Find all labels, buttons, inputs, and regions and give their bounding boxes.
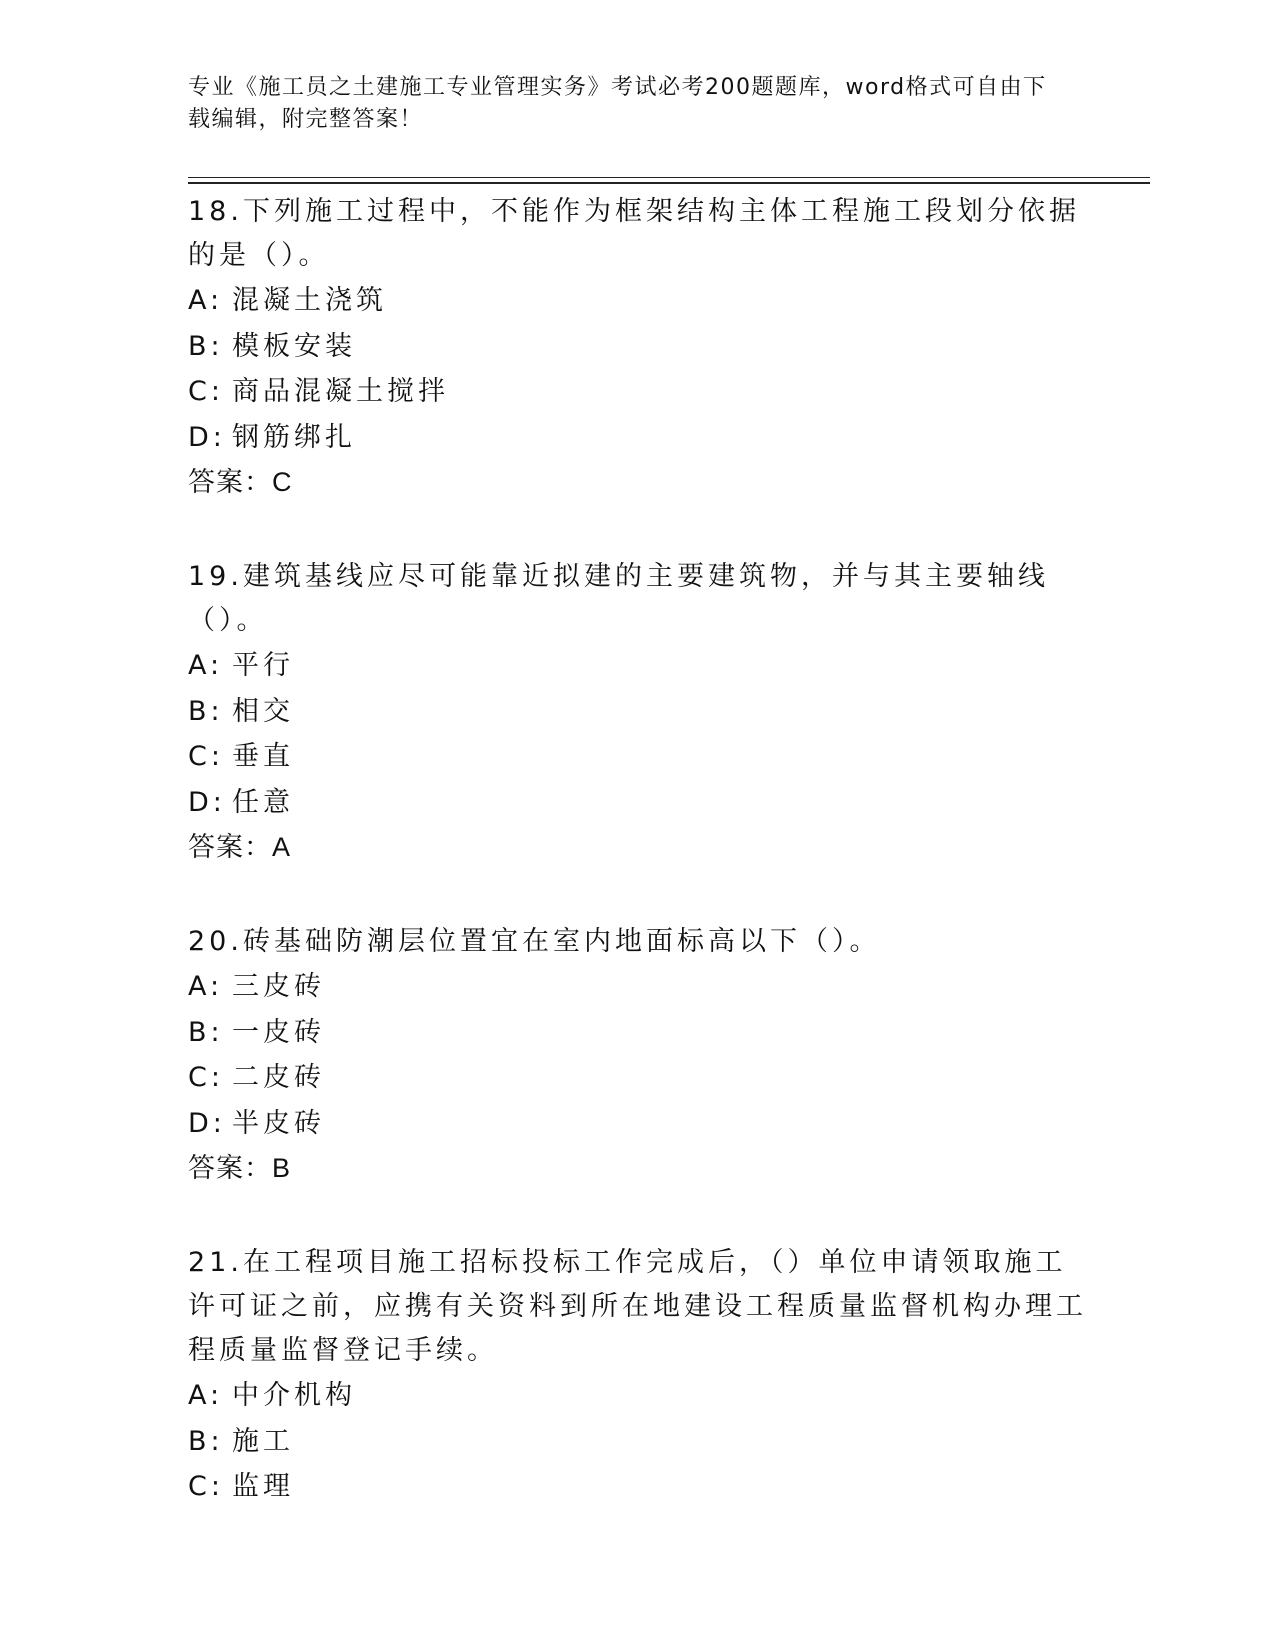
option-text: 中介机构	[232, 1380, 356, 1411]
option-letter: A:	[188, 1380, 224, 1411]
question-text: 18.下列施工过程中，不能作为框架结构主体工程施工段划分依据的是（）。	[188, 196, 1080, 271]
option-list	[188, 643, 1088, 825]
question-text: 19.建筑基线应尽可能靠近拟建的主要建筑物，并与其主要轴线（）。	[188, 561, 1049, 636]
option-letter: B:	[188, 1016, 224, 1048]
option-text: 一皮砖	[232, 1016, 325, 1048]
answer-line: 答案：C	[188, 467, 293, 497]
option-text: 三皮砖	[232, 971, 325, 1002]
option-text: 任意	[232, 786, 294, 818]
option-letter: C:	[188, 741, 224, 772]
option-c	[188, 369, 1088, 415]
question-spacer	[188, 505, 1088, 553]
answer-line: 答案：B	[188, 1153, 292, 1183]
option-letter: D:	[188, 786, 226, 818]
option-letter: C:	[188, 1471, 224, 1502]
option-letter: B:	[188, 1425, 224, 1457]
option-letter: A:	[188, 971, 224, 1002]
option-text: 混凝土浇筑	[232, 285, 387, 316]
option-b	[188, 1419, 1088, 1465]
option-c	[188, 1055, 1088, 1101]
option-letter: D:	[188, 421, 226, 453]
option-text: 施工	[232, 1425, 294, 1457]
option-list	[188, 1373, 1088, 1510]
option-text: 半皮砖	[232, 1107, 325, 1139]
question-spacer	[188, 870, 1088, 918]
option-c	[188, 1464, 1088, 1510]
option-text: 垂直	[232, 741, 294, 772]
header-rule-thin	[188, 177, 1150, 178]
option-text: 钢筋绑扎	[232, 421, 356, 453]
option-text: 模板安装	[232, 330, 356, 362]
question-list	[188, 188, 1088, 1510]
option-d	[188, 1101, 1088, 1147]
option-a	[188, 278, 1088, 324]
option-letter: C:	[188, 376, 224, 407]
option-b	[188, 689, 1088, 735]
option-text: 二皮砖	[232, 1062, 325, 1093]
question-21	[188, 1239, 1088, 1510]
answer-line: 答案：A	[188, 832, 292, 862]
option-b	[188, 324, 1088, 370]
option-letter: A:	[188, 285, 224, 316]
option-a	[188, 643, 1088, 689]
option-a	[188, 964, 1088, 1010]
question-spacer	[188, 1191, 1088, 1239]
option-letter: B:	[188, 330, 224, 362]
option-text: 平行	[232, 650, 294, 681]
option-d	[188, 415, 1088, 461]
option-letter: A:	[188, 650, 224, 681]
option-d	[188, 780, 1088, 826]
option-letter: D:	[188, 1107, 226, 1139]
document-header: 专业《施工员之土建施工专业管理实务》考试必考200题题库，word格式可自由下载编辑，附完整答案！	[188, 75, 1047, 132]
option-text: 相交	[232, 695, 294, 727]
option-text: 监理	[232, 1471, 294, 1502]
question-18	[188, 188, 1088, 505]
option-c	[188, 734, 1088, 780]
question-text: 20.砖基础防潮层位置宜在室内地面标高以下（）。	[188, 926, 881, 957]
question-text: 21.在工程项目施工招标投标工作完成后，（）单位申请领取施工许可证之前，应携有关资料到所在地建设工程质量监督机构办理工程质量监督登记手续。	[188, 1247, 1087, 1366]
option-text: 商品混凝土搅拌	[232, 376, 449, 407]
option-list	[188, 964, 1088, 1146]
option-a	[188, 1373, 1088, 1419]
option-letter: C:	[188, 1062, 224, 1093]
option-letter: B:	[188, 695, 224, 727]
question-20	[188, 918, 1088, 1191]
question-19	[188, 553, 1088, 870]
option-b	[188, 1010, 1088, 1056]
option-list	[188, 278, 1088, 460]
header-rule-thick	[188, 182, 1150, 184]
